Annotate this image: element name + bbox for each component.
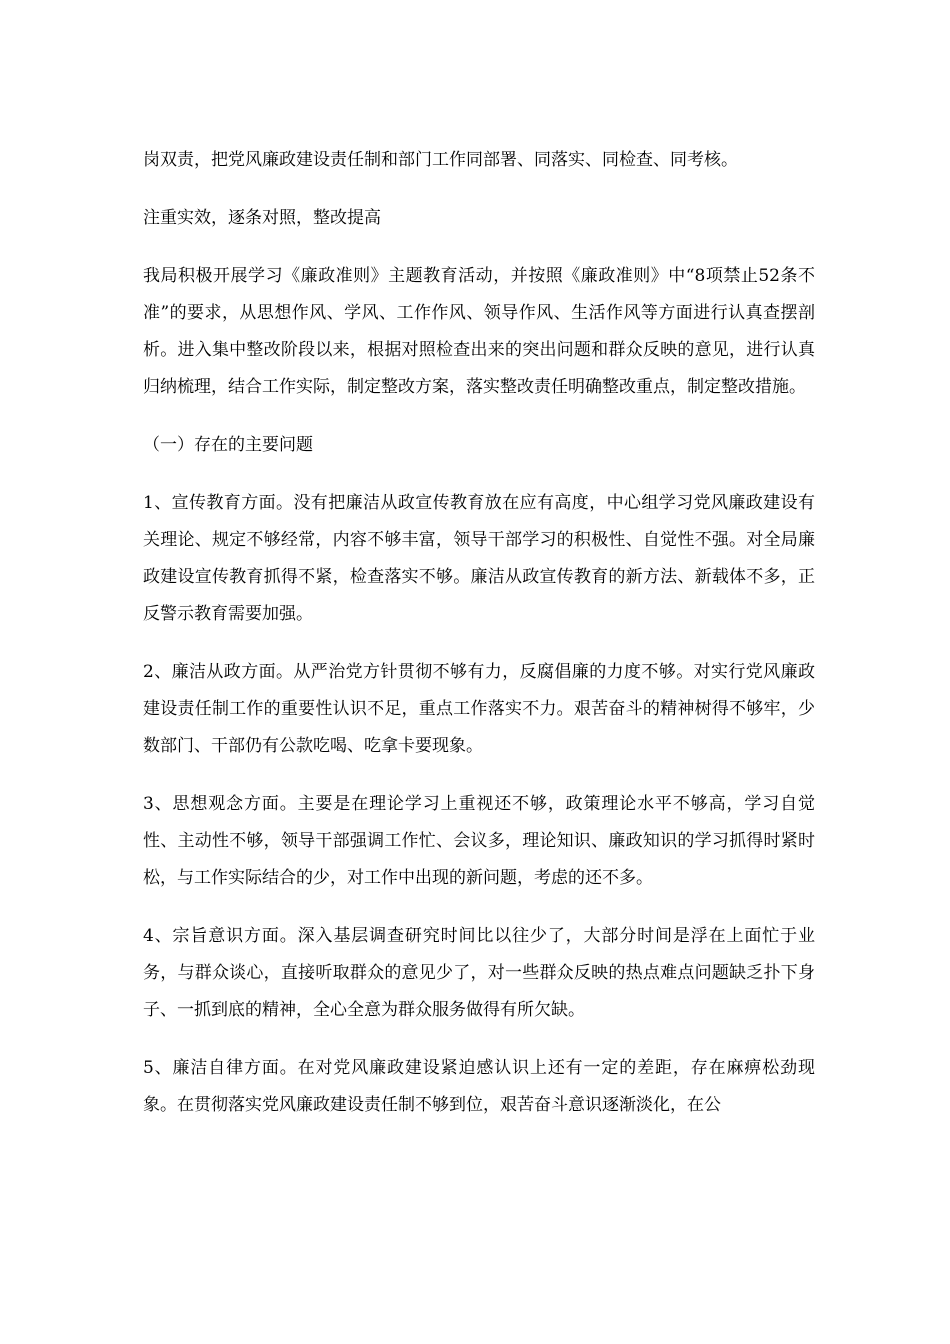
document-body (143, 142, 815, 1145)
subsection-heading: （一）存在的主要问题 (143, 435, 313, 455)
paragraph-continuation: 岗双责，把党风廉政建设责任制和部门工作同部署、同落实、同检查、同考核。 (143, 150, 738, 170)
problem-item-1: 1、宣传教育方面。没有把廉洁从政宣传教育放在应有高度，中心组学习党风廉政建设有关理论、规定不够经常，内容不够丰富，领导干部学习的积极性、自觉性不强。对全局廉政建设宣传教育抓得不紧，检查落实不够。廉洁从政宣传教育的新方法、新载体不多，正反警示教育需要加强。 (143, 493, 815, 624)
section-heading: 注重实效，逐条对照，整改提高 (143, 208, 381, 228)
problem-item-4: 4、宗旨意识方面。深入基层调查研究时间比以往少了，大部分时间是浮在上面忙于业务，与群众谈心，直接听取群众的意见少了，对一些群众反映的热点难点问题缺乏扑下身子、一抓到底的精神，全心全意为群众服务做得有所欠缺。 (143, 926, 815, 1020)
paragraph-intro: 我局积极开展学习《廉政准则》主题教育活动，并按照《廉政准则》中“8项禁止52条不准”的要求，从思想作风、学风、工作作风、领导作风、生活作风等方面进行认真查摆剖析。进入集中整改阶段以来，根据对照检查出来的突出问题和群众反映的意见，进行认真归纳梳理，结合工作实际，制定整改方案，落实整改责任明确整改重点，制定整改措施。 (143, 266, 815, 397)
problem-item-5: 5、廉洁自律方面。在对党风廉政建设紧迫感认识上还有一定的差距，存在麻痹松劲现象。在贯彻落实党风廉政建设责任制不够到位，艰苦奋斗意识逐渐淡化，在公 (143, 1058, 815, 1115)
problem-item-3: 3、思想观念方面。主要是在理论学习上重视还不够，政策理论水平不够高，学习自觉性、主动性不够，领导干部强调工作忙、会议多，理论知识、廉政知识的学习抓得时紧时松，与工作实际结合的少，对工作中出现的新问题，考虑的还不多。 (143, 794, 815, 888)
problem-item-2: 2、廉洁从政方面。从严治党方针贯彻不够有力，反腐倡廉的力度不够。对实行党风廉政建设责任制工作的重要性认识不足，重点工作落实不力。艰苦奋斗的精神树得不够牢，少数部门、干部仍有公款吃喝、吃拿卡要现象。 (143, 662, 815, 756)
